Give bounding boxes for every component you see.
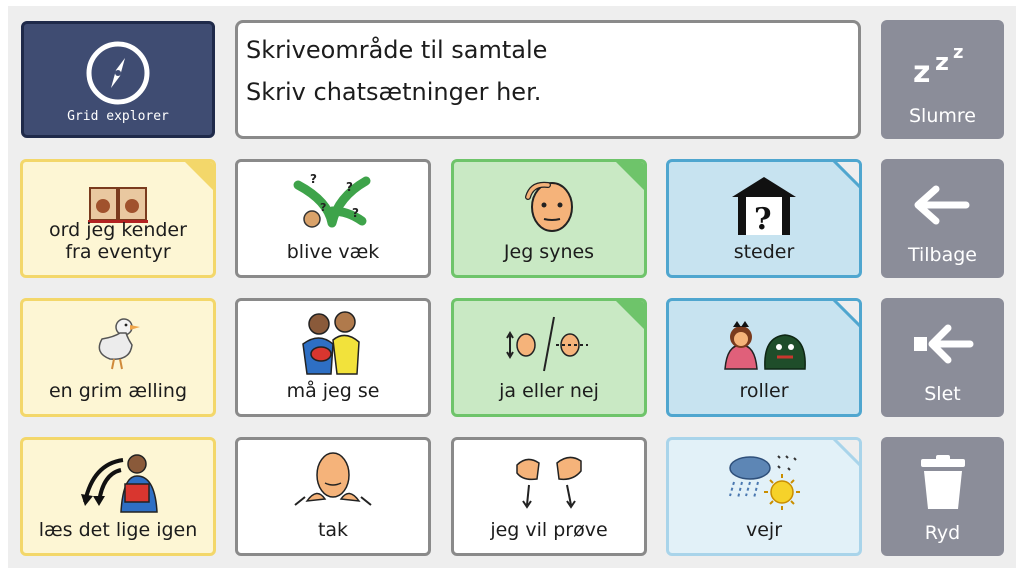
back-button[interactable] [881, 159, 1004, 278]
two-kids-icon [293, 310, 373, 376]
trash-icon [918, 455, 968, 511]
cell-label: steder [733, 241, 795, 263]
cell-vejr[interactable] [666, 437, 862, 556]
cell-jeg-vil-proeve[interactable] [451, 437, 647, 556]
chat-placeholder: Skriv chatsætninger her. [246, 78, 542, 106]
cell-maa-jeg-se[interactable] [235, 298, 431, 417]
svg-text:?: ? [310, 172, 317, 186]
svg-text:?: ? [346, 180, 353, 194]
chat-write-area[interactable] [235, 20, 861, 139]
cell-ord-jeg-kender[interactable] [20, 159, 216, 278]
cell-roller[interactable] [666, 298, 862, 417]
cell-label: læs det lige igen [38, 519, 198, 541]
read-again-icon [73, 450, 163, 514]
delete-label: Slet [924, 383, 961, 405]
grid-explorer-button[interactable] [21, 21, 215, 138]
chat-title: Skriveområde til samtale [246, 36, 548, 64]
grid-explorer-label: Grid explorer [67, 109, 169, 124]
place-house-icon [728, 171, 800, 237]
delete-arrow-icon [912, 324, 974, 364]
compass-icon [83, 38, 153, 108]
cell-label: blive væk [286, 241, 380, 263]
svg-text:?: ? [754, 202, 772, 237]
svg-text:z: z [913, 55, 931, 88]
cell-ja-eller-nej[interactable] [451, 298, 647, 417]
cell-label: tak [317, 519, 349, 541]
clear-button[interactable] [881, 437, 1004, 556]
cell-label: Jeg synes [503, 241, 595, 263]
back-label: Tilbage [907, 244, 978, 266]
cell-label: jeg vil prøve [490, 519, 608, 541]
cell-label: ja eller nej [499, 380, 599, 402]
cell-label: ord jeg kender fra eventyr [49, 219, 187, 263]
duckling-icon [88, 313, 148, 373]
back-arrow-icon [914, 185, 970, 225]
cell-laes-det-lige-igen[interactable] [20, 437, 216, 556]
lost-paths-icon [288, 171, 378, 237]
sleep-label: Slumre [909, 105, 976, 127]
cell-label: vejr [745, 519, 783, 541]
cell-tak[interactable] [235, 437, 431, 556]
cell-label: en grim ælling [48, 380, 188, 402]
svg-text:?: ? [352, 206, 359, 220]
cell-blive-vaek[interactable] [235, 159, 431, 278]
cell-en-grim-aelling[interactable] [20, 298, 216, 417]
delete-button[interactable] [881, 298, 1004, 417]
thinking-face-icon [514, 171, 584, 237]
clear-label: Ryd [924, 522, 961, 544]
yes-no-heads-icon [504, 313, 594, 373]
book-icon [86, 184, 150, 224]
cell-label: roller [739, 380, 789, 402]
cell-label: må jeg se [286, 380, 380, 402]
roles-characters-icon [719, 315, 809, 371]
svg-text:?: ? [320, 201, 327, 214]
sleep-button[interactable] [881, 20, 1004, 139]
weather-icon [722, 450, 806, 514]
svg-text:z: z [935, 48, 949, 76]
cell-steder[interactable] [666, 159, 862, 278]
try-hands-icon [509, 451, 589, 513]
sleep-zzz-icon [909, 38, 979, 88]
cell-jeg-synes[interactable] [451, 159, 647, 278]
thanks-sign-icon [293, 449, 373, 515]
svg-text:z: z [953, 42, 964, 63]
